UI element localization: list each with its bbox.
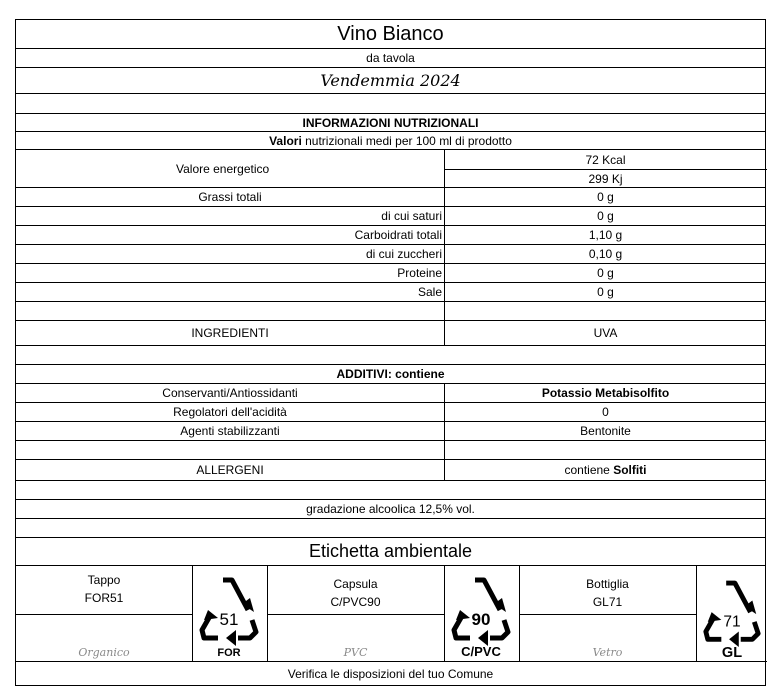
vintage-row [16,68,765,94]
nutrient-label: di cui zuccheri [365,247,442,261]
additive-row [16,403,765,422]
recycle-triangle-icon [448,572,514,658]
nutrient-label: di cui saturi [381,209,442,223]
additive-label: Agenti stabilizzanti [180,424,280,438]
nutrition-heading-row [16,114,765,132]
spacer-row [16,519,765,538]
nutrient-row-salt [16,283,765,302]
ingredients-value: UVA [593,326,618,340]
additive-label: Conservanti/Antiossidanti [162,386,298,400]
additive-value: Potassio Metabisolfito [541,386,670,400]
wine-title: Vino Bianco [337,22,444,45]
nutrient-row-fat [16,188,765,207]
municipality-note: Verifica le disposizioni del tuo Comune [287,667,494,681]
energy-kj: 299 Kj [588,171,623,186]
footer-row [16,662,765,686]
nutrient-row-protein [16,264,765,283]
env-item-name: Bottiglia [586,577,629,591]
title-row [16,20,765,49]
additives-heading-bold: ADDITIVI: [336,367,392,381]
additives-heading [16,365,765,383]
nutrition-sub-rest: nutrizionali medi per 100 ml di prodotto [301,133,512,148]
recycle-code: 90 [471,610,491,629]
env-item-material: Vetro [592,646,623,659]
spacer-row [16,481,765,500]
nutrition-subheading [16,132,765,149]
nutrition-sub-row [16,132,765,150]
nutrient-label: Carboidrati totali [354,228,442,242]
recycle-label: FOR [217,647,241,658]
nutrient-row-carbs [16,226,765,245]
env-item-material: PVC [343,646,368,659]
allergens-prefix: contiene [564,463,614,477]
allergens-row [16,460,765,481]
energy-label: Valore energetico [176,161,270,176]
nutrient-row-saturated [16,207,765,226]
env-item-name: Capsula [333,577,378,591]
spacer-row [16,302,765,321]
recycle-label: C/PVC [461,644,501,658]
spacer-row [16,441,765,460]
ingredients-label: INGREDIENTI [191,326,269,340]
nutrient-value: 0 g [597,190,614,204]
additives-heading-rest: contiene [391,367,445,381]
env-grid [16,566,767,662]
env-item-code: C/PVC90 [330,595,381,609]
nutrient-value: 0 g [597,209,614,223]
allergens-bold: Solfiti [613,463,647,477]
recycle-triangle-icon [700,574,764,660]
additive-value: 0 [602,405,609,419]
nutrient-row-sugars [16,245,765,264]
nutrient-value: 0 g [597,266,614,280]
additive-label: Regolatori dell'acidità [173,405,287,419]
nutrient-value: 0 g [597,285,614,299]
alcohol-content: gradazione alcoolica 12,5% vol. [306,502,475,516]
additives-heading-row [16,365,765,384]
nutrition-sub-bold: Valori [269,133,302,148]
ingredients-row [16,321,765,346]
nutrient-label: Grassi totali [198,190,262,204]
nutrient-label: Sale [417,285,442,299]
spacer-row [16,346,765,365]
env-heading-row [16,538,765,566]
allergens-label: ALLERGENI [196,463,264,477]
allergens-value [444,460,767,480]
recycle-code: 51 [219,610,239,629]
env-item-code: FOR51 [84,591,124,605]
spacer-row [16,94,765,114]
vintage-label: Vendemmia 2024 [320,71,461,90]
env-heading: Etichetta ambientale [308,541,473,561]
additive-value: Bentonite [580,424,631,438]
env-item-name: Tappo [87,573,121,587]
wine-label-sheet [15,19,766,686]
energy-kcal: 72 Kcal [585,152,626,167]
additive-row [16,422,765,441]
wine-subtitle: da tavola [366,51,415,65]
nutrient-value: 0,10 g [588,247,623,261]
env-item-code: GL71 [592,595,623,609]
alcohol-row [16,500,765,519]
additive-row [16,384,765,403]
subtitle-row [16,49,765,68]
recycle-triangle-icon [196,572,262,658]
env-item-material: Organico [78,646,130,659]
recycle-label: GL [721,644,743,660]
recycle-code: 71 [723,613,741,631]
nutrient-label: Proteine [397,266,442,280]
nutrition-heading: INFORMAZIONI NUTRIZIONALI [302,115,479,130]
nutrient-value: 1,10 g [588,228,623,242]
energy-row [16,150,765,188]
